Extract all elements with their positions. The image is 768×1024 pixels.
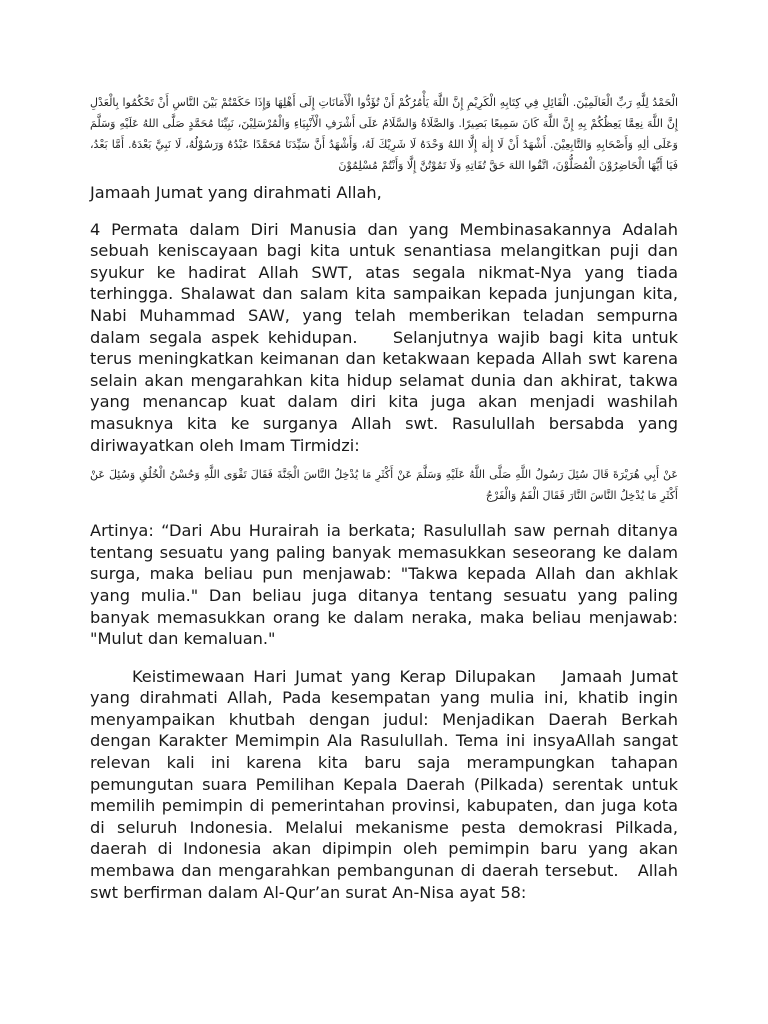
paragraph-translation: Artinya: “Dari Abu Hurairah ia berkata; Rasulullah saw pernah ditanya tentang sesuatu yang paling banyak memasukkan seseorang ke dalam surga, maka beliau pun menjawab: "Takwa kepada Allah dan akhlak yang mulia." Dan beliau juga ditanya tentang sesuatu yang paling banyak memasukkan orang ke dalam neraka, maka beliau menjawab: "Mulut dan kemaluan." bbox=[90, 521, 678, 649]
salutation: Jamaah Jumat yang dirahmati Allah, bbox=[90, 183, 382, 202]
arabic-opening-text: الْحَمْدُ لِلَّهِ رَبِّ الْعَالَمِيْنَ. الْقَائِلِ فِي كِتَابِهِ الْكَرِيْمِ إِنَّ اللَّهَ يَأْمُرُكُمْ أَنْ تُؤَدُّوا الْأَمَانَاتِ إِلَى أَهْلِهَا وَإِذَا حَكَمْتُمْ بَيْنَ النَّاسِ أَنْ تَحْكُمُوا بِالْعَدْلِ إِنَّ اللَّهَ نِعِمَّا يَعِظُكُمْ بِهِ إِنَّ اللَّهَ كَانَ سَمِيعًا بَصِيرًا. وَالصَّلَاةُ وَالسَّلَامُ عَلَى أَشْرَفِ الْأَنْبِيَاءِ وَالْمُرْسَلِيْنَ، نَبِيِّنَا مُحَمَّدٍ صَلَّى اللهُ عَلَيْهِ وَسَلَّمَ وَعَلَى اٰلِهِ وَأَصْحَابِهِ وَالتَّابِعِيْنَ. أَشْهَدُ أَنْ لَا إِلٰهَ إِلَّا اللهُ وَحْدَهُ لَا شَرِيْكَ لَهُ، وَأَشْهَدُ أَنَّ سَيِّدَنَا مُحَمَّدًا عَبْدُهُ وَرَسُوْلُهُ، لَا نَبِيَّ بَعْدَهُ. أَمَّا بَعْدُ، فَيَا أَيُّهَا الْحَاضِرُوْنَ الْمُصَلُّوْنَ، اتَّقُوا اللهَ حَقَّ تُقَاتِهِ وَلَا تَمُوْتُنَّ إِلَّا وَأَنْتُمْ مُسْلِمُوْنَ bbox=[90, 96, 678, 172]
document-page bbox=[90, 92, 678, 903]
paragraph-intro: 4 Permata dalam Diri Manusia dan yang Membinasakannya Adalah sebuah keniscayaan bagi kita untuk senantiasa melangitkan puji dan syukur ke hadirat Allah SWT, atas segala nikmat-Nya yang tiada terhingga. Shalawat dan salam kita sampaikan kepada junjungan kita, Nabi Muhammad SAW, yang telah memberikan teladan sempurna dalam segala aspek kehidupan. Selanjutnya wajib bagi kita untuk terus meningkatkan keimanan dan ketakwaan kepada Allah swt karena selain akan mengarahkan kita hidup selamat dunia dan akhirat, takwa yang menancap kuat dalam diri kita juga akan menjadi washilah masuknya kita ke surganya Allah swt. Rasulullah bersabda yang diriwayatkan oleh Imam Tirmidzi: bbox=[90, 219, 678, 455]
arabic-hadith-text: عَنْ أَبِي هُرَيْرَةَ قَالَ سُئِلَ رَسُولُ اللَّهِ صَلَّى اللَّهُ عَلَيْهِ وَسَلَّمَ عَنْ أَكْثَرِ مَا يُدْخِلُ النَّاسَ الْجَنَّةَ فَقَالَ تَقْوَى اللَّهِ وَحُسْنُ الْخُلُقِ وَسُئِلَ عَنْ أَكْثَرِ مَا يُدْخِلُ النَّاسَ النَّارَ فَقَالَ الْفَمُ وَالْفَرْجُ bbox=[90, 468, 678, 503]
paragraph-sermon-topic: Keistimewaan Hari Jumat yang Kerap Dilupakan Jamaah Jumat yang dirahmati Allah, Pada kesempatan yang mulia ini, khatib ingin menyampaikan khutbah dengan judul: Menjadikan Daerah Berkah dengan Karakter Memimpin Ala Rasulullah. Tema ini insyaAllah sangat relevan kali ini karena kita baru saja merampungkan tahapan pemungutan suara Pemilihan Kepala Daerah (Pilkada) serentak untuk memilih pemimpin di pemerintahan provinsi, kabupaten, dan juga kota di seluruh Indonesia. Melalui mekanisme pesta demokrasi Pilkada, daerah di Indonesia akan dipimpin oleh pemimpin baru yang akan membawa dan mengarahkan pembangunan di daerah tersebut. Allah swt berfirman dalam Al-Qur’an surat An-Nisa ayat 58: bbox=[90, 666, 678, 902]
